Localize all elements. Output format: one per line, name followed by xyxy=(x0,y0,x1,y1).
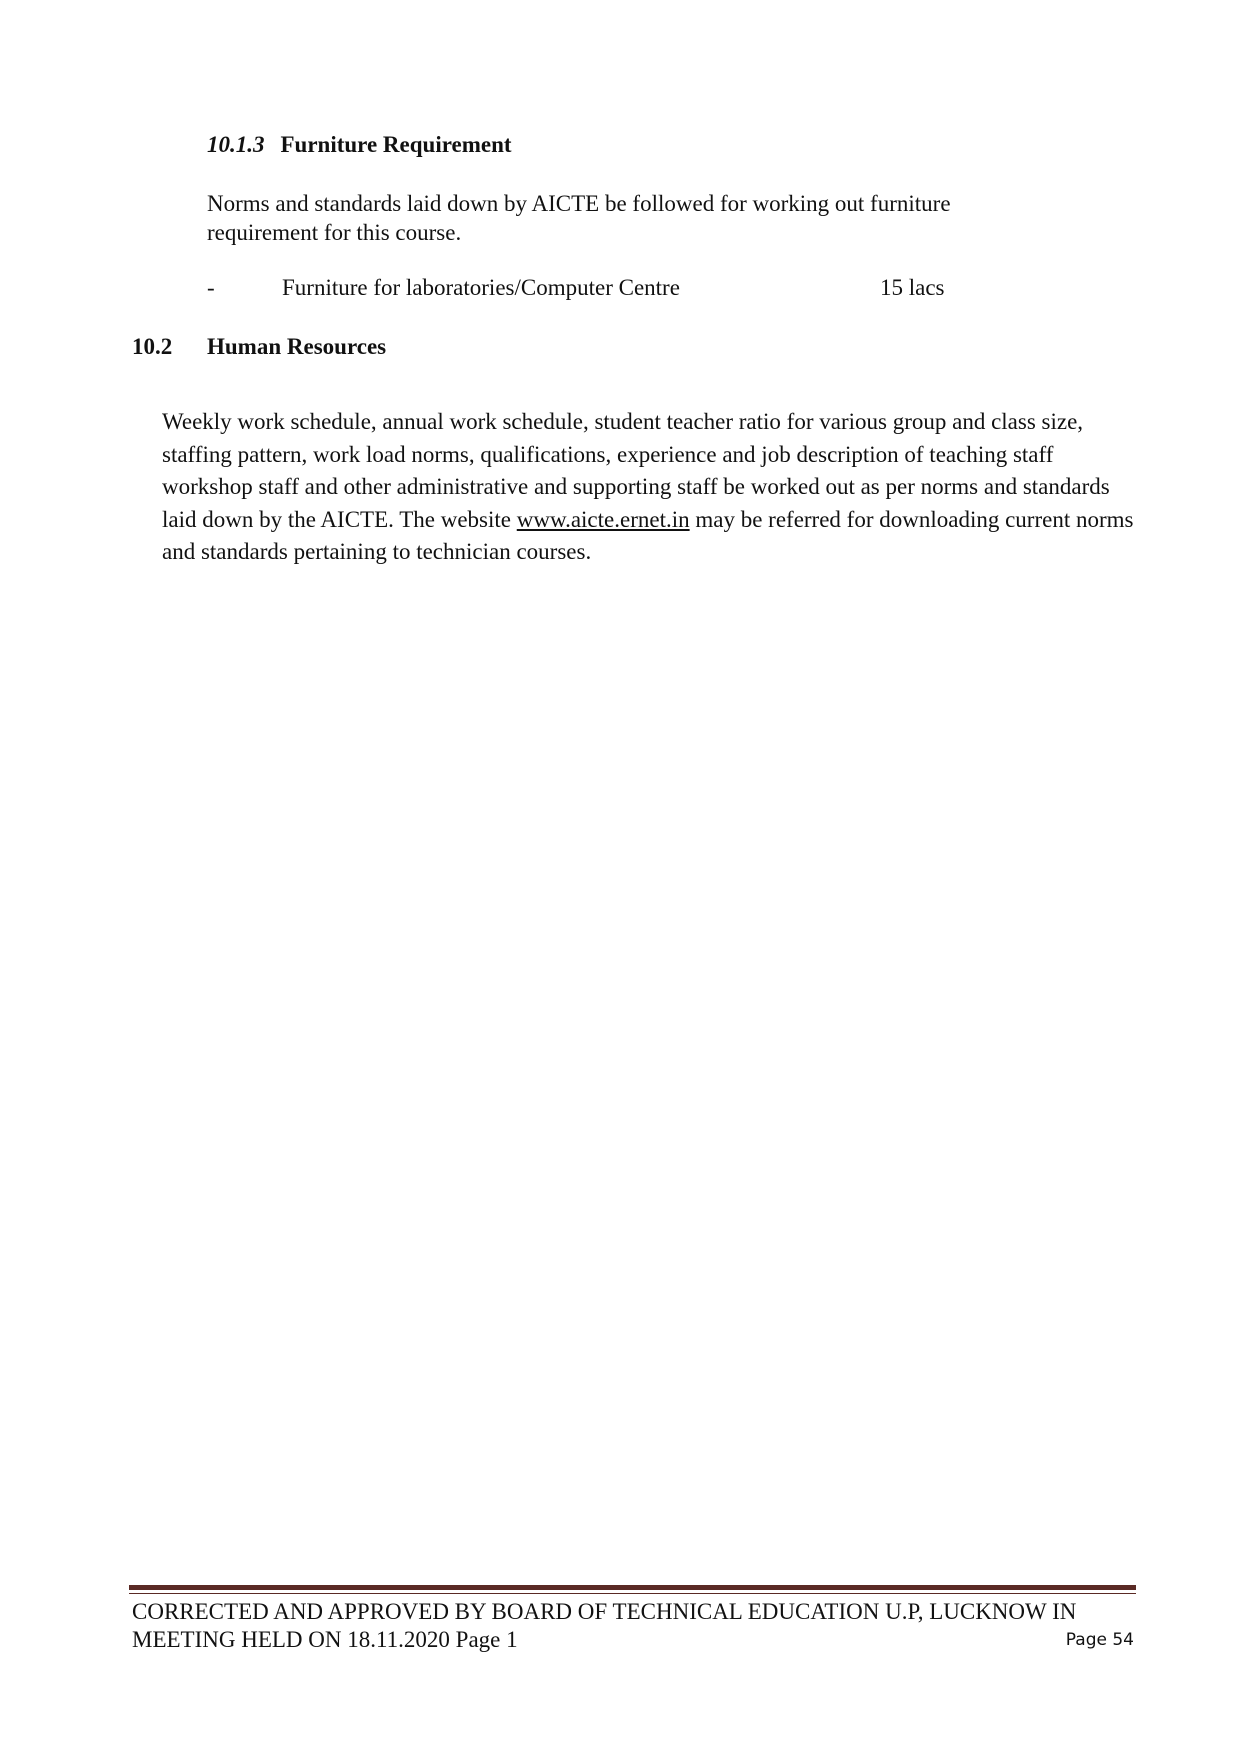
furniture-item-label: Furniture for laboratories/Computer Centre xyxy=(282,275,680,300)
footer-text: CORRECTED AND APPROVED BY BOARD OF TECHNICAL EDUCATION U.P, LUCKNOW IN MEETING HELD ON 18.11.2020 Page 1 xyxy=(132,1599,1077,1652)
aicte-website-link[interactable]: www.aicte.ernet.in xyxy=(516,506,690,532)
page-number: Page 54 xyxy=(1065,1630,1134,1650)
human-resources-paragraph xyxy=(162,406,1137,569)
subsection-heading xyxy=(207,130,512,160)
section-title: Human Resources xyxy=(207,334,387,359)
footer-rule-thin xyxy=(129,1593,1136,1594)
paragraph-text-end: may be referred for downloading current norms and standards pertaining to technician courses. xyxy=(162,506,1134,564)
section-number: 10.2 xyxy=(132,334,173,359)
section-heading xyxy=(132,332,386,362)
footer-rule-thick xyxy=(129,1585,1136,1590)
subsection-title: Furniture Requirement xyxy=(280,132,512,157)
furniture-item-row xyxy=(207,273,987,303)
list-dash: - xyxy=(207,275,215,300)
furniture-item-amount: 15 lacs xyxy=(880,275,945,300)
paragraph-text-start: Weekly work schedule, annual work schedule, student teacher ratio for various group and class size, staffing pattern, work load norms, qualifications, experience and job description of teaching staff workshop staff and other administrative and supporting staff be worked out as per norms and standards laid down by the AICTE. The website xyxy=(162,409,1110,532)
furniture-paragraph: Norms and standards laid down by AICTE be followed for working out furniture requirement for this course. xyxy=(207,191,951,245)
subsection-number: 10.1.3 xyxy=(207,132,265,157)
